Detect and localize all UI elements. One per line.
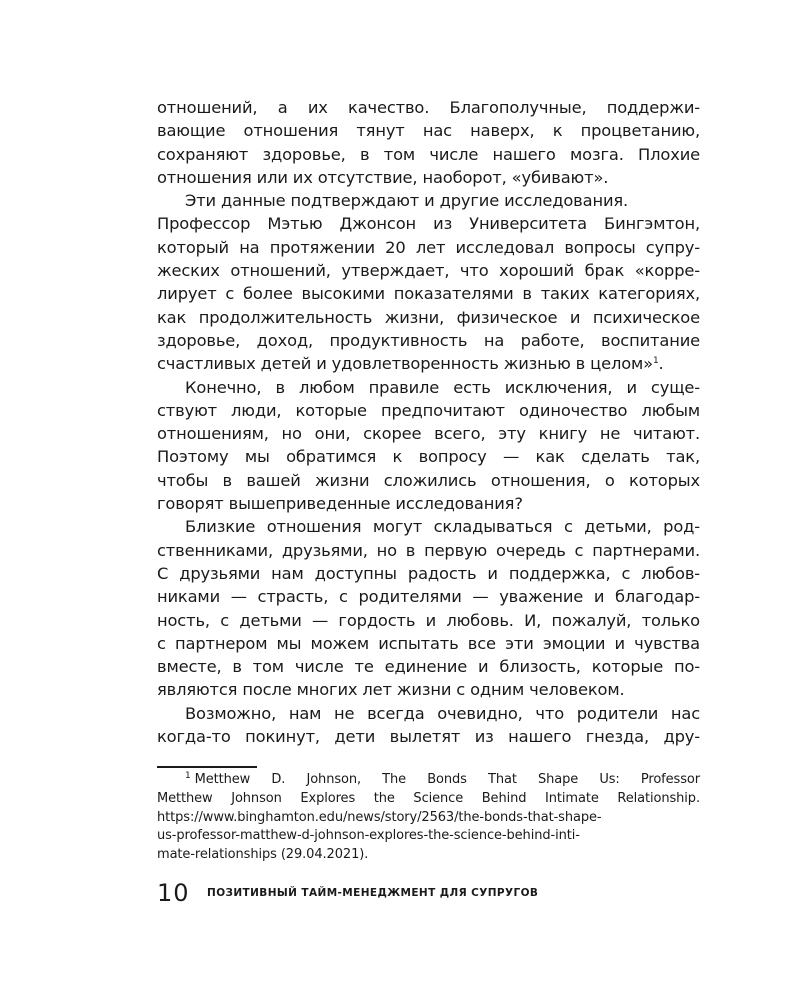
text-line: ственниками, друзьями, но в первую очередь с партнерами. [157,540,700,560]
text-line: Конечно, в любом правиле есть исключения, и суще- [185,377,700,397]
text-line: говорят вышеприведенные исследования? [157,494,523,514]
text-line: С друзьями нам доступны радость и поддержка, с любов- [157,563,700,583]
footnote-line: Metthew Johnson Explores the Science Behind Intimate Relationship. [157,790,700,806]
text-line: счастливых детей и удовлетворенность жизнью в целом» [157,354,653,374]
text-line: Близкие отношения могут складываться с детьми, род- [185,517,700,537]
page-footer [157,878,700,908]
text-line: как продолжительность жизни, физическое и психическое [157,307,700,327]
footnote [157,771,700,865]
footnote-divider [157,766,257,768]
text-line: Профессор Мэтью Джонсон из Университета Бингэмтон, [157,214,700,234]
text-line: здоровье, доход, продуктивность на работе, воспитание [157,330,700,350]
footnote-line: mate-relationships (29.04.2021). [157,847,369,863]
text-line: вающие отношения тянут нас наверх, к процветанию, [157,121,700,141]
footnote-marker: 1 [185,771,191,781]
text-line: сохраняют здоровье, в том числе нашего мозга. Плохие [157,144,700,164]
text-line-with-footnote-ref: счастливых детей и удовлетворенность жизнью в целом»$^1$. [157,354,664,374]
text-line: который на протяжении 20 лет исследовал вопросы супру- [157,237,700,257]
running-title: ПОЗИТИВНЫЙ ТАЙМ-МЕНЕДЖМЕНТ ДЛЯ СУПРУГОВ [207,887,539,899]
text-line: с партнером мы можем испытать все эти эмоции и чувства [157,633,700,653]
text-line: Возможно, нам не всегда очевидно, что родители нас [185,703,700,723]
footnote-reference: 1 [652,356,659,367]
footnote-line [157,771,700,790]
text-line: ствуют люди, которые предпочитают одиночество любым [157,400,700,420]
text-line: никами — страсть, с родителями — уважение и благодар- [157,587,700,607]
text-line: вместе, в том числе те единение и близость, которые по- [157,657,700,677]
text-line: Поэтому мы обратимся к вопросу — как сделать так, [157,447,700,467]
body-text [157,96,700,748]
text-line: чтобы в вашей жизни сложились отношения, о которых [157,470,700,490]
footnote-line: https://www.binghamton.edu/news/story/2563/the-bonds-that-shape- [157,809,602,825]
footnote-line: us-professor-matthew-d-johnson-explores-the-science-behind-inti- [157,828,580,844]
text-line: отношения или их отсутствие, наоборот, «убивают». [157,167,609,187]
text-line: являются после многих лет жизни с одним человеком. [157,680,625,700]
page-number: 10 [157,879,190,907]
text-line: отношениям, но они, скорее всего, эту книгу не читают. [157,424,700,444]
text-line: ность, с детьми — гордость и любовь. И, пожалуй, только [157,610,700,630]
text-line: когда-то покинут, дети вылетят из нашего гнезда, дру- [157,727,700,747]
footnote-text: Metthew D. Johnson, The Bonds That Shape Us: Professor [194,772,700,787]
text-line: жеских отношений, утверждает, что хороший брак «корре- [157,261,700,281]
text-line: Эти данные подтверждают и другие исследования. [185,191,629,211]
text-line: лирует с более высокими показателями в таких категориях, [157,284,700,304]
text-line: отношений, а их качество. Благополучные, поддержи- [157,98,700,117]
